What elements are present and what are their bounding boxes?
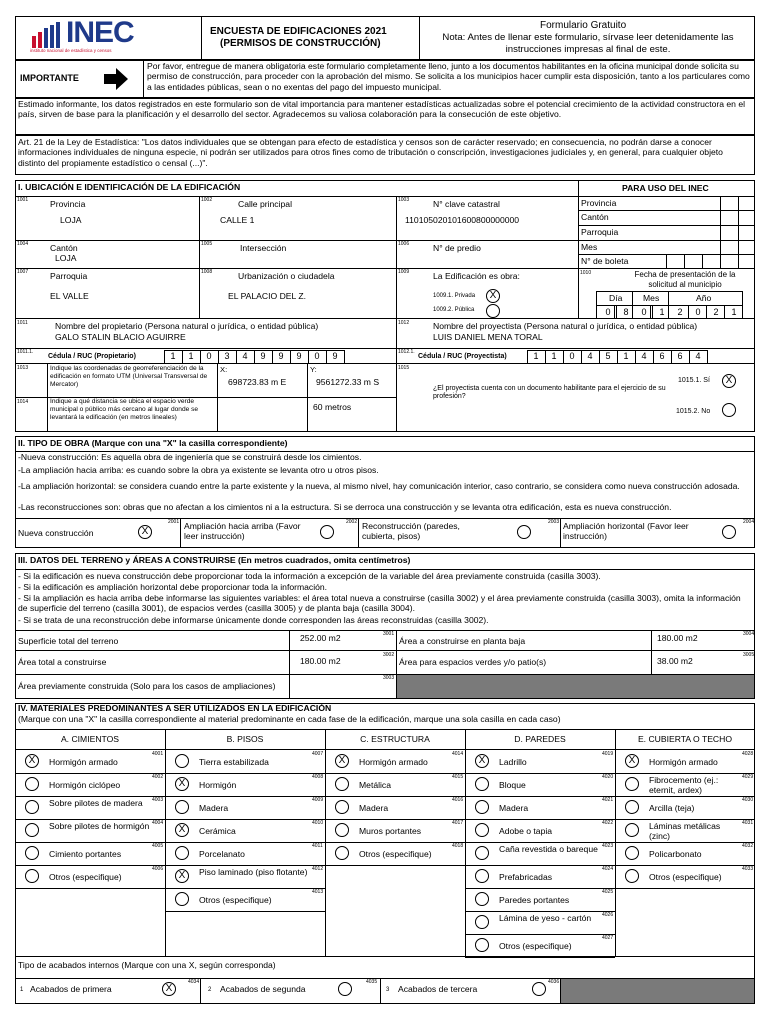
- obra-publica-label: 1009.2. Pública: [433, 307, 475, 313]
- section-4-subtitle: (Marque con una "X" la casilla correspondiente al material predominante en cada fase de la edificación, marque una sola casilla en cada caso): [18, 714, 561, 724]
- material-option-label: Metálica: [359, 780, 391, 790]
- fecha-digit[interactable]: 0: [641, 307, 647, 317]
- cedula-propietario-digit[interactable]: 9: [296, 351, 302, 361]
- inec-use-title: PARA USO DEL INEC: [622, 183, 709, 193]
- area-desc-4: - Si se trata de una reconstrucción debe informarse únicamente donde corresponden las áreas reconstruidas (casilla 3002).: [18, 615, 489, 625]
- acabados-segunda-radio[interactable]: [338, 982, 352, 996]
- fecha-label: Fecha de presentación de la solicitud al municipio: [634, 270, 736, 289]
- material-option-label: Hormigón armado: [49, 757, 118, 767]
- cedula-proyectista-digit[interactable]: 5: [605, 351, 611, 361]
- material-radio[interactable]: [625, 800, 639, 814]
- fecha-digit[interactable]: 8: [623, 307, 629, 317]
- fecha-anio-label: Año: [696, 293, 712, 303]
- tipo-desc-4: -Las reconstrucciones son: obras que no afectan a los cimientos ni a la estructura. Si se derroca una construcción y se levanta otra edificación, esta es nueva construcción.: [18, 502, 672, 512]
- area-total-value[interactable]: 180.00 m2: [300, 656, 341, 666]
- ampliacion-horizontal-label: Ampliación horizontal (Favor leer instrucción): [563, 521, 689, 542]
- material-radio[interactable]: [175, 754, 189, 768]
- material-option-label: Hormigón ciclópeo: [49, 780, 121, 790]
- material-option-label: Bloque: [499, 780, 526, 790]
- material-option-label: Caña revestida o bareque: [499, 844, 598, 854]
- material-option-label: Otros (especifique): [649, 872, 722, 882]
- area-desc-2: - Si la edificación es ampliación horizontal debe proporcionar toda la información.: [18, 582, 328, 592]
- cedula-proyectista-digit[interactable]: 0: [569, 351, 575, 361]
- material-option-label: Madera: [359, 803, 389, 813]
- material-option-label: Madera: [499, 803, 529, 813]
- material-option-label: Hormigón armado: [649, 757, 718, 767]
- espacios-verdes-value[interactable]: 38.00 m2: [657, 656, 693, 666]
- material-radio[interactable]: X: [625, 754, 639, 768]
- cedula-proyectista-label: Cédula / RUC (Proyectista): [418, 353, 507, 360]
- material-option-label: Paredes portantes: [499, 895, 570, 905]
- material-radio[interactable]: [475, 800, 489, 814]
- fecha-digit[interactable]: 1: [659, 307, 665, 317]
- area-disabled-cell: [397, 675, 754, 698]
- survey-subtitle: (PERMISOS DE CONSTRUCCIÓN): [220, 38, 381, 49]
- habilitante-si-radio[interactable]: X: [722, 374, 736, 388]
- section-2-title: II. TIPO DE OBRA (Marque con una "X" la casilla correspondiente): [18, 438, 288, 448]
- material-radio[interactable]: [175, 846, 189, 860]
- material-option-label: Arcilla (teja): [649, 803, 695, 813]
- material-radio[interactable]: [475, 915, 489, 929]
- planta-baja-value[interactable]: 180.00 m2: [657, 633, 698, 643]
- material-radio[interactable]: [335, 823, 349, 837]
- material-option-label: Prefabricadas: [499, 872, 553, 882]
- material-radio[interactable]: [25, 846, 39, 860]
- material-radio[interactable]: [625, 823, 639, 837]
- material-radio[interactable]: [475, 938, 489, 952]
- logo-text: INEC: [66, 16, 134, 49]
- nueva-construccion-label: Nueva construcción: [18, 528, 94, 538]
- inec-provincia: Provincia: [581, 198, 617, 208]
- tipo-desc-2: -La ampliación hacia arriba: es cuando sobre la obra ya existente se levanta otro u otros pisos.: [18, 465, 379, 475]
- material-option-label: Porcelanato: [199, 849, 245, 859]
- distancia-value[interactable]: 60 metros: [313, 402, 352, 412]
- fecha-dia-label: Día: [609, 293, 623, 303]
- fecha-digit[interactable]: 2: [713, 307, 719, 317]
- distancia-label: Indique a qué distancia se ubica el espacio verde municipal o público más cercano al lugar donde se levantará la edificación (en metros lineales): [50, 398, 199, 421]
- material-radio[interactable]: X: [475, 754, 489, 768]
- material-radio[interactable]: X: [335, 754, 349, 768]
- parroquia-value[interactable]: EL VALLE: [50, 291, 89, 301]
- section-4-title: IV. MATERIALES PREDOMINANTES A SER UTILIZADOS EN LA EDIFICACIÓN: [18, 703, 332, 713]
- cedula-proyectista-digit[interactable]: 4: [641, 351, 647, 361]
- acabados-tercera-label: Acabados de tercera: [398, 984, 478, 994]
- urbanizacion-value[interactable]: EL PALACIO DEL Z.: [228, 291, 307, 301]
- material-radio[interactable]: X: [175, 777, 189, 791]
- cedula-propietario-label: Cédula / RUC (Propietario): [48, 353, 136, 360]
- habilitante-si-label: 1015.1. Sí: [678, 377, 710, 384]
- provincia-label: Provincia: [50, 199, 86, 209]
- material-option-label: Fibrocemento (ej.: eternit, ardex): [649, 775, 719, 796]
- material-option-label: Otros (especifique): [49, 872, 122, 882]
- habilitante-no-label: 1015.2. No: [676, 408, 711, 415]
- material-option-label: Sobre pilotes de hormigón: [49, 821, 150, 831]
- material-radio[interactable]: X: [25, 754, 39, 768]
- superficie-terreno-label: Superficie total del terreno: [18, 636, 119, 646]
- canton-value[interactable]: LOJA: [55, 253, 77, 263]
- clave-catastral-label: N° clave catastral: [433, 199, 500, 209]
- obra-label: La Edificación es obra:: [433, 271, 520, 281]
- cedula-propietario-digit[interactable]: 9: [332, 351, 338, 361]
- material-radio[interactable]: X: [175, 823, 189, 837]
- ampliacion-arriba-label: Ampliación hacia arriba (Favor leer instrucción): [184, 521, 301, 542]
- material-column-title: E. CUBIERTA O TECHO: [637, 734, 733, 744]
- material-column-title: C. ESTRUCTURA: [360, 734, 430, 744]
- section-3-title: III. DATOS DEL TERRENO y ÁREAS A CONSTRUIRSE (En metros cuadrados, omita centímetros): [18, 555, 411, 565]
- cedula-proyectista-digit[interactable]: 1: [551, 351, 557, 361]
- material-column-title: B. PISOS: [226, 734, 264, 744]
- material-radio[interactable]: [25, 869, 39, 883]
- acabados-tercera-radio[interactable]: [532, 982, 546, 996]
- obra-privada-label: 1009.1. Privada: [433, 293, 476, 299]
- cedula-propietario-digit[interactable]: 0: [314, 351, 320, 361]
- obra-privada-radio[interactable]: X: [486, 289, 500, 303]
- material-column-title: A. CIMIENTOS: [60, 734, 120, 744]
- material-option-label: Ladrillo: [499, 757, 527, 767]
- proyectista-value[interactable]: LUIS DANIEL MENA TORAL: [433, 332, 543, 342]
- material-radio[interactable]: [25, 777, 39, 791]
- inec-logo: [30, 16, 180, 56]
- material-option-label: Cimiento portantes: [49, 849, 122, 859]
- arrow-right-icon: [104, 67, 128, 91]
- material-radio[interactable]: [625, 869, 639, 883]
- provincia-value[interactable]: LOJA: [60, 215, 82, 225]
- important-text: Por favor, entregue de manera obligatoria este formulario completamente lleno, junto a los documentos habilitantes en la oficina municipal donde solicita su permiso de construcción, para proceder con la aprobación del mismo. Se solicita a los municipios hacer cumplir esta disposición, tanto a los particulares como a las entidades públicas, sean o no exentas del pago del impuesto municipal.: [147, 61, 750, 92]
- material-radio[interactable]: [475, 823, 489, 837]
- material-option-label: Otros (especifique): [199, 895, 272, 905]
- material-radio[interactable]: [475, 777, 489, 791]
- coordenada-y-value[interactable]: 9561272.33 m S: [316, 377, 380, 387]
- material-option-label: Piso laminado (piso flotante): [199, 867, 308, 877]
- inec-mes: Mes: [581, 242, 598, 252]
- material-radio[interactable]: [175, 800, 189, 814]
- cedula-proyectista-digit[interactable]: 6: [659, 351, 665, 361]
- ampliacion-arriba-radio[interactable]: [320, 525, 334, 539]
- header-note: Nota: Antes de llenar este formulario, sírvase leer detenidamente las instrucciones impresas al final de este.: [442, 32, 734, 55]
- cedula-proyectista-digit[interactable]: 1: [623, 351, 629, 361]
- urbanizacion-label: Urbanización o ciudadela: [238, 271, 335, 281]
- inec-canton: Cantón: [581, 212, 609, 222]
- acabados-disabled-cell: [561, 979, 754, 1003]
- nueva-construccion-radio[interactable]: X: [138, 525, 152, 539]
- material-option-label: Muros portantes: [359, 826, 422, 836]
- material-radio[interactable]: X: [175, 869, 189, 883]
- tipo-desc-1: -Nueva construcción: Es aquella obra de ingeniería que se construirá desde los cimientos.: [18, 452, 362, 462]
- habilitante-no-radio[interactable]: [722, 403, 736, 417]
- interseccion-label: Intersección: [240, 243, 287, 253]
- reconstruccion-radio[interactable]: [517, 525, 531, 539]
- area-total-label: Área total a construirse: [18, 657, 107, 667]
- section-1-title: I. UBICACIÓN E IDENTIFICACIÓN DE LA EDIFICACIÓN: [18, 182, 241, 192]
- coordenadas-label: Indique las coordenadas de georreferenciación de la edificación en formato UTM (Universal Transversal de Mercator): [50, 365, 208, 388]
- proyectista-label: Nombre del proyectista (Persona natural o jurídica, o entidad pública): [433, 321, 698, 331]
- material-option-label: Hormigón: [199, 780, 237, 790]
- material-option-label: Lámina de yeso - cartón: [499, 913, 592, 923]
- material-radio[interactable]: [625, 777, 639, 791]
- material-option-label: Otros (especifique): [359, 849, 432, 859]
- cedula-propietario-digit[interactable]: 1: [188, 351, 194, 361]
- fecha-digit[interactable]: 0: [605, 307, 611, 317]
- espacios-verdes-label: Área para espacios verdes y/o patio(s): [399, 657, 547, 667]
- material-option-label: Adobe o tapia: [499, 826, 553, 836]
- material-option-label: Tierra estabilizada: [199, 757, 269, 767]
- fecha-digit[interactable]: 2: [677, 307, 683, 317]
- fecha-digit[interactable]: 0: [695, 307, 701, 317]
- acabados-primera-label: Acabados de primera: [30, 984, 112, 994]
- cedula-proyectista-digit[interactable]: 1: [533, 351, 539, 361]
- material-radio[interactable]: [335, 800, 349, 814]
- acabados-title: Tipo de acabados internos (Marque con una X, según corresponda): [18, 960, 276, 970]
- clave-catastral-value[interactable]: 110105020101600800000000: [405, 215, 520, 225]
- material-radio[interactable]: [475, 869, 489, 883]
- material-option-label: Madera: [199, 803, 229, 813]
- material-radio[interactable]: [335, 846, 349, 860]
- material-radio[interactable]: [25, 823, 39, 837]
- material-option-label: Otros (especifique): [499, 941, 572, 951]
- cedula-proyectista-digit[interactable]: 4: [695, 351, 701, 361]
- cedula-propietario-digit[interactable]: 9: [278, 351, 284, 361]
- area-previa-label: Área previamente construida (Solo para los casos de ampliaciones): [18, 681, 276, 691]
- fecha-digit[interactable]: 1: [731, 307, 737, 317]
- material-column-title: D. PAREDES: [514, 734, 566, 744]
- acabados-segunda-label: Acabados de segunda: [220, 984, 306, 994]
- propietario-label: Nombre del propietario (Persona natural o jurídica, o entidad pública): [55, 321, 319, 331]
- cedula-propietario-digit[interactable]: 1: [170, 351, 176, 361]
- inec-boleta: N° de boleta: [581, 256, 629, 266]
- fecha-mes-label: Mes: [643, 293, 660, 303]
- calle-principal-label: Calle principal: [238, 199, 292, 209]
- material-radio[interactable]: [625, 846, 639, 860]
- area-desc-3: - Si la ampliación es hacia arriba debe informarse las siguientes variables: el área total nueva a construirse (casilla 3002) y el área previamente construida (casilla 3003), omita la información de superficie del terreno (casilla 3001), de espacios verdes (casilla 3005) y de planta baja (casilla 3004).: [18, 593, 741, 614]
- material-radio[interactable]: [475, 892, 489, 906]
- survey-title: ENCUESTA DE EDIFICACIONES 2021: [210, 26, 387, 37]
- coordenada-x-value[interactable]: 698723.83 m E: [228, 377, 287, 387]
- ampliacion-horizontal-radio[interactable]: [722, 525, 736, 539]
- material-option-label: Sobre pilotes de madera: [49, 798, 143, 808]
- material-option-label: Láminas metálicas (zinc): [649, 821, 721, 842]
- obra-publica-radio[interactable]: [486, 304, 500, 318]
- cedula-propietario-digit[interactable]: 9: [260, 351, 266, 361]
- planta-baja-label: Área a construirse en planta baja: [399, 636, 526, 646]
- important-label: IMPORTANTE: [20, 73, 79, 83]
- logo-subtitle: instituto nacional de estadística y censos: [30, 48, 112, 53]
- cedula-propietario-digit[interactable]: 0: [206, 351, 212, 361]
- material-radio[interactable]: [175, 892, 189, 906]
- free-form-label: Formulario Gratuito: [540, 20, 627, 31]
- numero-predio-label: N° de predio: [433, 243, 481, 253]
- habilitante-label: ¿El proyectista cuenta con un documento habilitante para el ejercicio de su profesión?: [433, 385, 666, 401]
- cedula-proyectista-digit[interactable]: 6: [677, 351, 683, 361]
- tipo-desc-3: -La ampliación horizontal: se considera cuando entre la parte existente y la nueva, al mismo nivel, hay comunicación interior, caso contrario, se considera como nueva construcción adosada.: [18, 481, 740, 491]
- material-radio[interactable]: [335, 777, 349, 791]
- cedula-propietario-digit[interactable]: 3: [224, 351, 230, 361]
- reconstruccion-label: Reconstrucción (paredes, cubierta, pisos): [362, 521, 460, 542]
- inec-parroquia: Parroquia: [581, 227, 619, 237]
- calle-principal-value[interactable]: CALLE 1: [220, 215, 255, 225]
- inec-logo-icon: [30, 22, 66, 50]
- area-desc-1: - Si la edificación es nueva construcción debe proporcionar toda la información a excepción de la variable del área previamente construida (casilla 3003).: [18, 571, 601, 581]
- material-radio[interactable]: [25, 800, 39, 814]
- canton-label: Cantón: [50, 243, 78, 253]
- material-option-label: Cerámica: [199, 826, 236, 836]
- propietario-value[interactable]: GALO STALIN BLACIO AGUIRRE: [55, 332, 186, 342]
- cedula-propietario-digit[interactable]: 4: [242, 351, 248, 361]
- parroquia-label: Parroquia: [50, 271, 88, 281]
- cedula-proyectista-digit[interactable]: 4: [587, 351, 593, 361]
- superficie-terreno-value[interactable]: 252.00 m2: [300, 633, 341, 643]
- acabados-primera-radio[interactable]: X: [162, 982, 176, 996]
- intro-text: Estimado informante, los datos registrados en este formulario son de vital importancia para mantener estadísticas actualizadas sobre el potencial crecimiento de la actividad constructora en el país, sirven de base para la planificación y el desarrollo del sector. Agradecemos su valiosa colaboración para la consecución de este objetivo.: [18, 99, 746, 120]
- material-option-label: Hormigón armado: [359, 757, 428, 767]
- material-radio[interactable]: [475, 846, 489, 860]
- material-option-label: Policarbonato: [649, 849, 702, 859]
- art21-text: Art. 21 de la Ley de Estadística: "Los datos individuales que se obtengan para efecto de estadística y censos son de carácter reservado; en consecuencia, no podrán darse a conocer informaciones individuales de ninguna especie, ni podrán ser utilizados para otros fines como de tributación o conscripción, investigaciones judiciales y, en general, para cualquier objeto distinto del propiamente estadístico o censal (...)".: [18, 137, 723, 168]
